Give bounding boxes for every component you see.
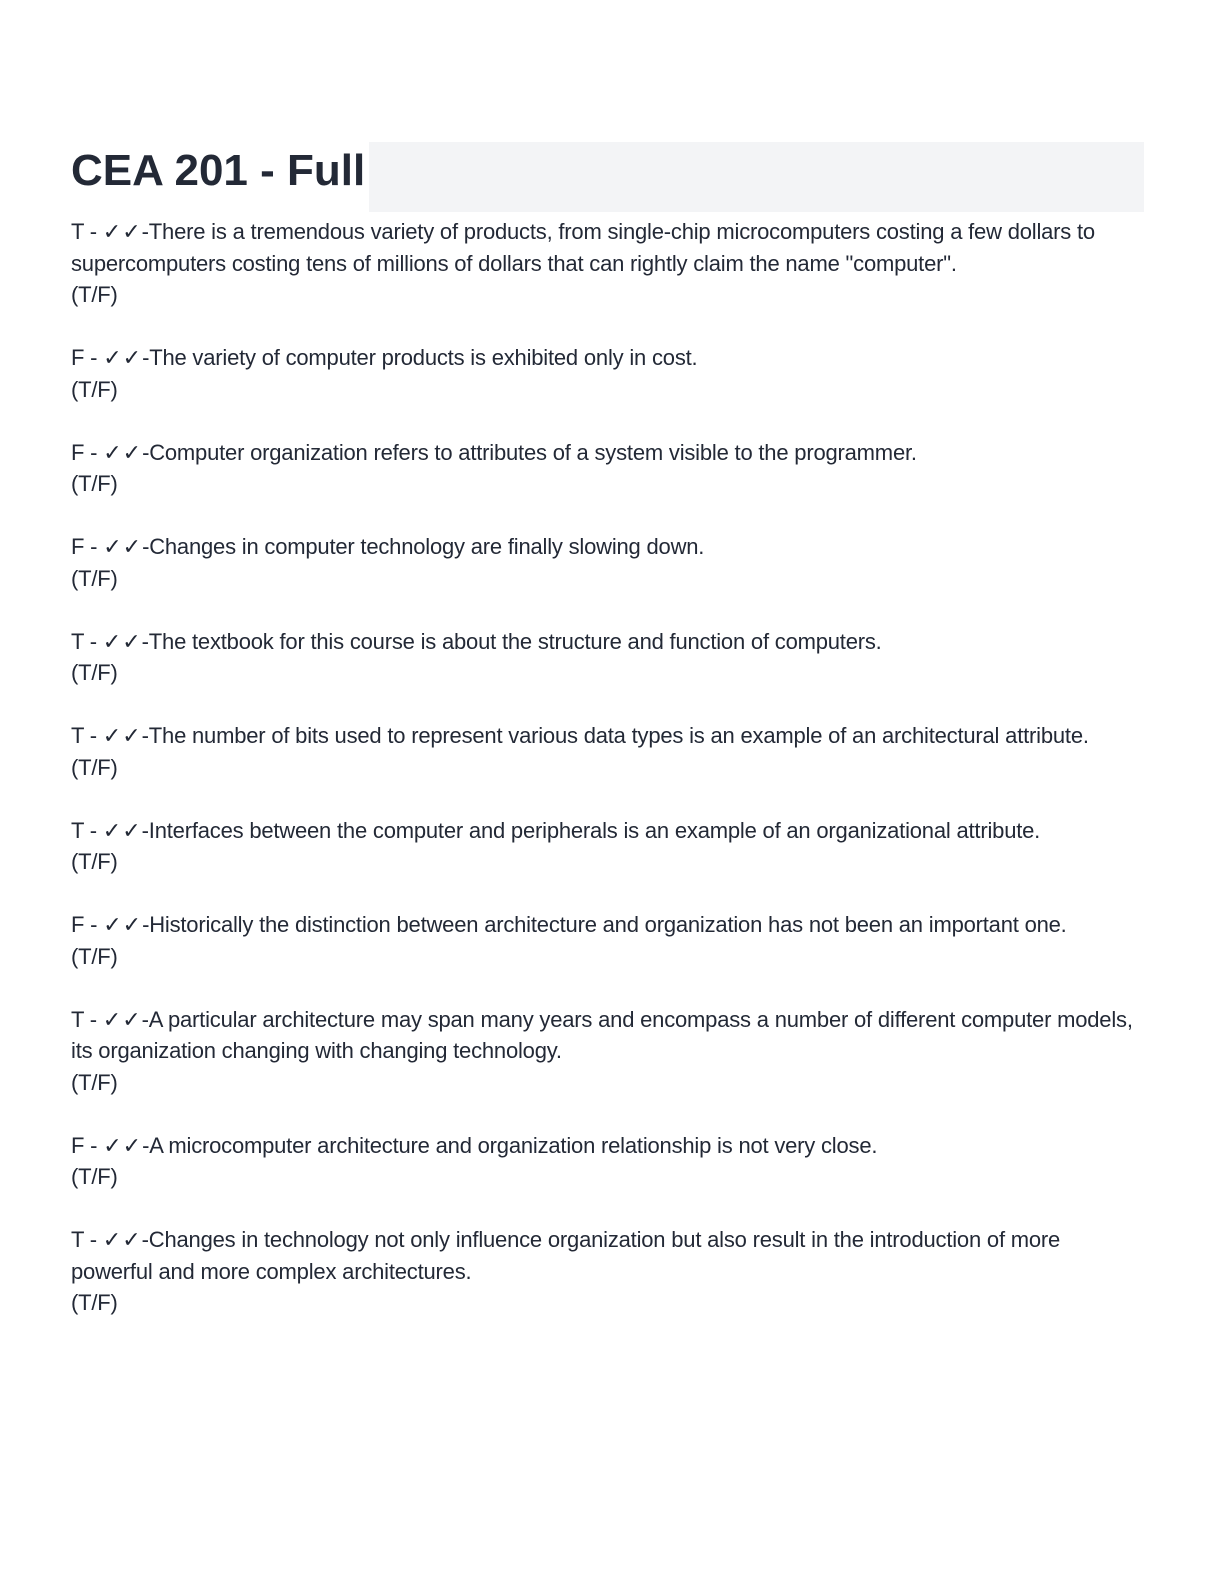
- question-text: -Interfaces between the computer and peripherals is an example of an organizational attribute.: [141, 817, 1041, 843]
- title-bar: [71, 142, 1144, 212]
- question-item: [71, 437, 1144, 500]
- double-check-icon: ✓✓: [102, 628, 142, 654]
- answer-label: F -: [71, 912, 104, 937]
- true-false-label: (T/F): [71, 1164, 118, 1189]
- true-false-label: (T/F): [71, 943, 118, 969]
- answer-label: F -: [71, 439, 104, 465]
- question-text: -A microcomputer architecture and organization relationship is not very close.: [142, 1132, 878, 1158]
- question-item: [71, 909, 1144, 972]
- question-item: [71, 1224, 1144, 1319]
- document-title: CEA 201 - Full: [71, 142, 369, 212]
- true-false-label: (T/F): [71, 1069, 118, 1095]
- double-check-icon: ✓✓: [102, 1227, 142, 1252]
- true-false-label: (T/F): [71, 376, 118, 402]
- true-false-label: (T/F): [71, 849, 118, 874]
- question-item: [71, 1130, 1144, 1193]
- answer-label: F -: [71, 534, 104, 559]
- double-check-icon: ✓✓: [102, 817, 142, 843]
- answer-label: F -: [71, 1132, 104, 1158]
- question-item: [71, 531, 1144, 594]
- question-text: -The variety of computer products is exhibited only in cost.: [142, 345, 698, 370]
- true-false-label: (T/F): [71, 660, 118, 685]
- answer-label: T -: [71, 1227, 103, 1252]
- answer-label: T -: [71, 1006, 103, 1032]
- answer-label: T -: [71, 219, 103, 244]
- double-check-icon: ✓✓: [103, 1132, 143, 1158]
- double-check-icon: ✓✓: [102, 219, 142, 244]
- question-item: [71, 720, 1144, 783]
- question-item: [71, 216, 1144, 311]
- question-text: -Changes in technology not only influence organization but also result in the introduction of more powerful and more complex architectures.: [71, 1227, 1061, 1284]
- question-text: -A particular architecture may span many years and encompass a number of different computer models, its organization changing with changing technology.: [71, 1006, 1133, 1063]
- question-text: -There is a tremendous variety of products, from single-chip microcomputers costing a few dollars to supercomputers costing tens of millions of dollars that can rightly claim the name "computer".: [71, 219, 1095, 276]
- answer-label: T -: [71, 723, 103, 748]
- double-check-icon: ✓✓: [103, 912, 143, 937]
- true-false-label: (T/F): [71, 282, 118, 307]
- double-check-icon: ✓✓: [103, 439, 143, 465]
- true-false-label: (T/F): [71, 471, 118, 496]
- true-false-label: (T/F): [71, 1290, 118, 1315]
- double-check-icon: ✓✓: [102, 723, 142, 748]
- question-text: -Historically the distinction between architecture and organization has not been an important one.: [142, 912, 1067, 937]
- question-text: -The number of bits used to represent various data types is an example of an architectural attribute.: [141, 723, 1089, 748]
- true-false-label: (T/F): [71, 565, 118, 591]
- double-check-icon: ✓✓: [103, 534, 143, 559]
- answer-label: F -: [71, 345, 104, 370]
- double-check-icon: ✓✓: [102, 1006, 142, 1032]
- double-check-icon: ✓✓: [103, 345, 143, 370]
- answer-label: T -: [71, 628, 103, 654]
- question-item: [71, 815, 1144, 878]
- document-page: [71, 142, 1144, 1350]
- question-text: -Computer organization refers to attributes of a system visible to the programmer.: [142, 439, 917, 465]
- question-text: -The textbook for this course is about the structure and function of computers.: [141, 628, 882, 654]
- true-false-label: (T/F): [71, 754, 118, 780]
- question-item: [71, 626, 1144, 689]
- question-item: [71, 342, 1144, 405]
- answer-label: T -: [71, 817, 103, 843]
- question-text: -Changes in computer technology are finally slowing down.: [142, 534, 705, 559]
- question-item: [71, 1004, 1144, 1099]
